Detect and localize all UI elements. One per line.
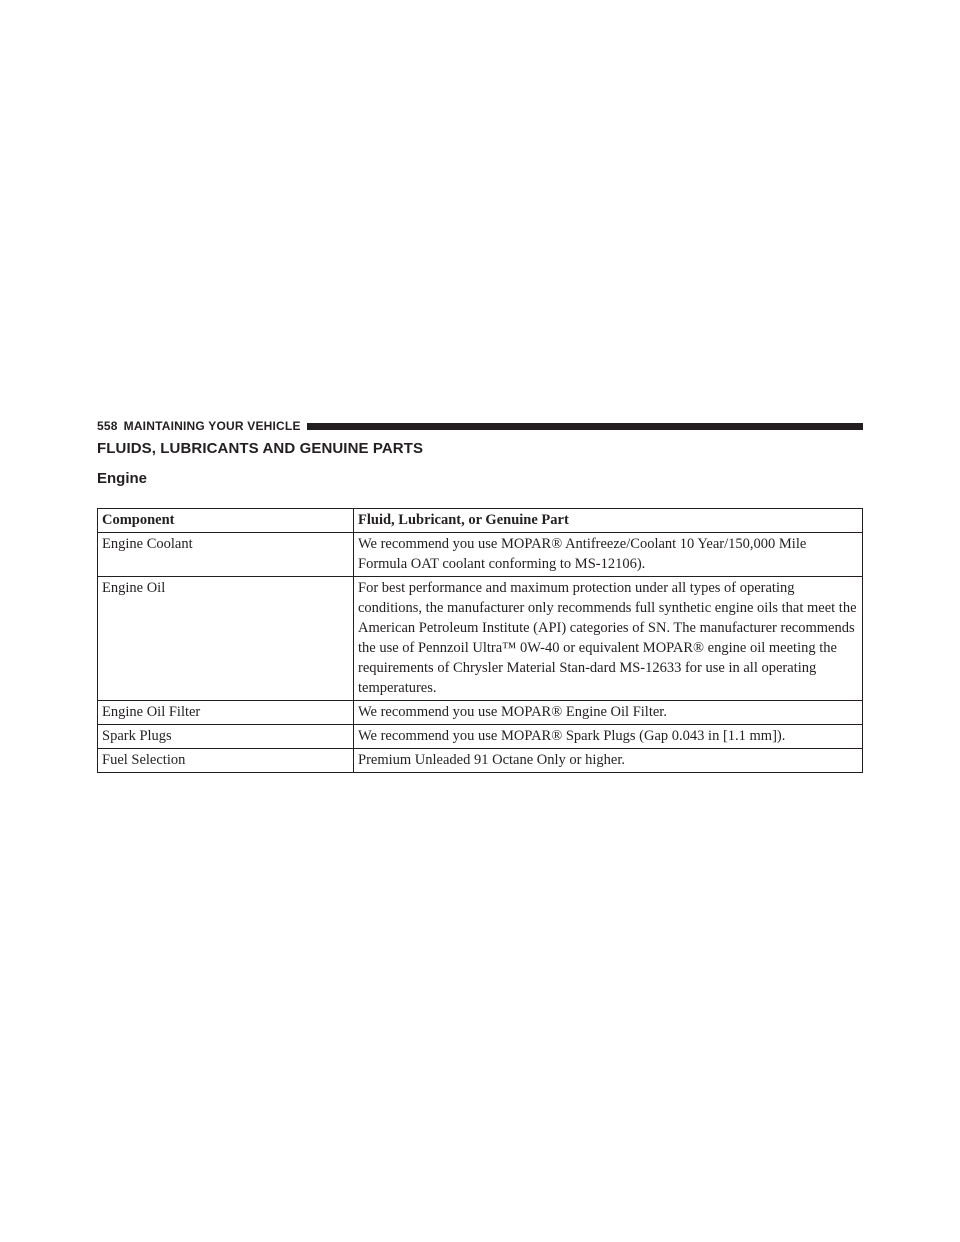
component-cell: Engine Coolant — [98, 533, 354, 577]
page-number: 558 — [97, 419, 118, 433]
table-row — [98, 701, 863, 725]
table-row — [98, 725, 863, 749]
table-row — [98, 749, 863, 773]
component-cell: Spark Plugs — [98, 725, 354, 749]
subsection-title: Engine — [97, 470, 148, 487]
table-row — [98, 533, 863, 577]
table-row — [98, 577, 863, 701]
running-section-name: MAINTAINING YOUR VEHICLE — [123, 419, 301, 433]
fluids-spec-table — [97, 508, 863, 773]
component-cell: Fuel Selection — [98, 749, 354, 773]
running-header — [97, 417, 863, 435]
table-header-row — [98, 509, 863, 533]
column-header-component: Component — [98, 509, 354, 533]
section-title: FLUIDS, LUBRICANTS AND GENUINE PARTS — [97, 440, 424, 457]
component-cell: Engine Oil — [98, 577, 354, 701]
column-header-fluid: Fluid, Lubricant, or Genuine Part — [354, 509, 863, 533]
header-rule — [307, 423, 863, 430]
spec-cell: Premium Unleaded 91 Octane Only or higher. — [354, 749, 863, 773]
spec-cell: We recommend you use MOPAR® Engine Oil Filter. — [354, 701, 863, 725]
spec-cell: We recommend you use MOPAR® Antifreeze/Coolant 10 Year/150,000 Mile Formula OAT coolant conforming to MS-12106). — [354, 533, 863, 577]
component-cell: Engine Oil Filter — [98, 701, 354, 725]
spec-cell: For best performance and maximum protection under all types of operating conditions, the manufacturer only recommends full synthetic engine oils that meet the American Petroleum Institute (API) categories of SN. The manufacturer recommends the use of Pennzoil Ultra™ 0W-40 or equivalent MOPAR® engine oil meeting the requirements of Chrysler Material Stan-dard MS-12633 for use in all operating temperatures. — [354, 577, 863, 701]
spec-cell: We recommend you use MOPAR® Spark Plugs (Gap 0.043 in [1.1 mm]). — [354, 725, 863, 749]
